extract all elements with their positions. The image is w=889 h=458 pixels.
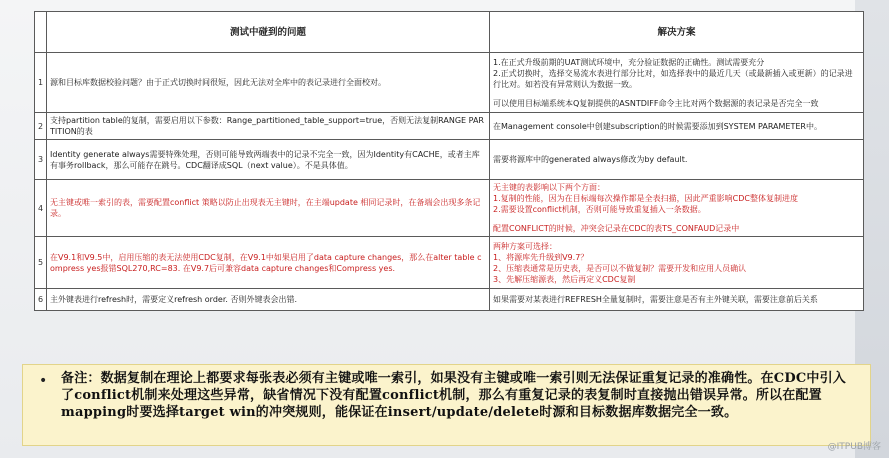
solution-cell: [490, 289, 864, 311]
solution-cell: [490, 180, 864, 237]
solution-line: 需要将源库中的generated always修改为by default.: [493, 155, 688, 164]
problem-cell: 无主键或唯一索引的表，需要配置conflict 策略以防止出现表无主键时，在主端update 相同记录时，在备端会出现多条记录。: [47, 180, 490, 237]
solution-line: 可以使用目标端系统本Q复制提供的ASNTDIFF命令主比对两个数据源的表记录是否完全一致: [493, 98, 819, 108]
solution-line: 2.正式切换时，选择交易流水表进行部分比对，如选择表中的最近几天（或最新插入或更新）的记录进行比对。如若没有异常则认为数据一致。: [493, 68, 853, 89]
solution-line: 2、压缩表通常是历史表，是否可以不做复制？需要开发和应用人员确认: [493, 263, 747, 273]
solution-line: 3、先解压缩源表，然后再定义CDC复制: [493, 274, 636, 284]
problem-cell: 源和目标库数据校验问题？由于正式切换时间很短，因此无法对全库中的表记录进行全面校对。: [47, 53, 490, 113]
table-row: [35, 180, 864, 237]
table-row: [35, 113, 864, 140]
table-row: [35, 289, 864, 311]
solution-line: 两种方案可选择：: [493, 241, 557, 251]
row-index: 4: [35, 180, 47, 237]
row-index: 5: [35, 237, 47, 289]
row-index: 1: [35, 53, 47, 113]
solution-line: 1、将源库先升级到V9.7？: [493, 252, 589, 262]
solution-line: 无主键的表影响以下两个方面：: [493, 183, 605, 192]
problem-cell: 在V9.1和V9.5中，启用压缩的表无法使用CDC复制，在V9.1中如果启用了data capture changes，那么在alter table compress yes报错SQL270,RC=83. 在V9.7后可兼容data capture changes和Compress yes.: [47, 237, 490, 289]
row-index: 3: [35, 140, 47, 180]
issues-table: [34, 11, 864, 311]
solution-line: 配置CONFLICT的时候，冲突会记录在CDC的表TS_CONFAUD记录中: [493, 224, 740, 233]
header-solution: 解决方案: [490, 12, 864, 53]
table-row: [35, 53, 864, 113]
solution-line: 1.复制的性能，因为在目标端每次操作都是全表扫描，因此严重影响CDC整体复制进度: [493, 194, 798, 203]
header-index: [35, 12, 47, 53]
watermark: @ITPUB博客: [827, 442, 881, 452]
table-header-row: [35, 12, 864, 53]
header-problem: 测试中碰到的问题: [47, 12, 490, 53]
note-bullet: •: [39, 373, 48, 389]
problem-cell: Identity generate always需要特殊处理，否则可能导致两端表中的记录不完全一致，因为Identity有CACHE，或者主库有事务rollback，那么可能存在跳号。CDC翻译成SQL（next value）。不是具体值。: [47, 140, 490, 180]
solution-cell: [490, 53, 864, 113]
note-text: 备注：数据复制在理论上都要求每张表必须有主键或唯一索引，如果没有主键或唯一索引则无法保证重复记录的准确性。在CDC中引入了conflict机制来处理这些异常，缺省情况下没有配置conflict机制，那么有重复记录的表复制时直接抛出错误异常。所以在配置mapping时要选择target win的冲突规则，能保证在insert/update/delete时源和目标数据库数据完全一致。: [61, 371, 846, 420]
problem-cell: 支持partition table的复制，需要启用以下参数：Range_partitioned_table_support=true，否则无法复制RANGE PARTITION的表: [47, 113, 490, 140]
problem-cell: 主外键表进行refresh时，需要定义refresh order. 否则外键表会出错.: [47, 289, 490, 311]
solution-line: [493, 90, 860, 98]
note-box: [22, 364, 871, 446]
table-row: [35, 140, 864, 180]
solution-line: 如果需要对某表进行REFRESH全量复制时，需要注意是否有主外键关联，需要注意前后关系: [493, 295, 818, 304]
solution-line: 在Management console中创建subscription的时候需要添加到SYSTEM PARAMETER中。: [493, 121, 822, 131]
solution-cell: [490, 113, 864, 140]
table-row: [35, 237, 864, 289]
solution-line: 1.在正式升级前期的UAT测试环境中，充分验证数据的正确性。测试需要充分: [493, 57, 765, 67]
solution-line: 2.需要设置conflict机制，否则可能导致重复插入一条数据。: [493, 205, 706, 214]
solution-line: [493, 215, 860, 223]
row-index: 2: [35, 113, 47, 140]
solution-cell: [490, 237, 864, 289]
row-index: 6: [35, 289, 47, 311]
solution-cell: [490, 140, 864, 180]
